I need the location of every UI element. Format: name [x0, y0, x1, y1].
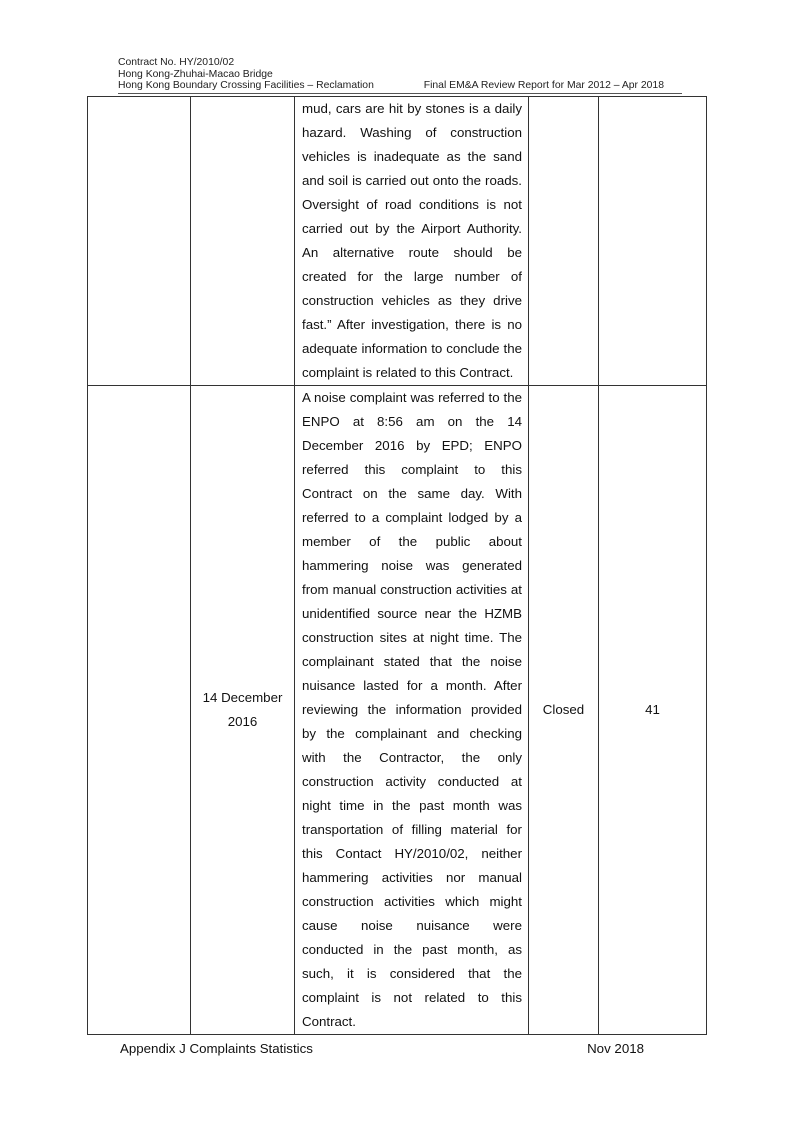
header-project: Hong Kong-Zhuhai-Macao Bridge: [118, 68, 273, 80]
cell-status: [529, 97, 599, 386]
page-footer: [120, 1041, 644, 1056]
page-header: [118, 57, 682, 94]
header-facility: Hong Kong Boundary Crossing Facilities – Reclamation: [118, 80, 374, 92]
footer-appendix: Appendix J Complaints Statistics: [120, 1041, 313, 1056]
header-contract-no: Contract No. HY/2010/02: [118, 57, 235, 68]
table-row: [88, 97, 707, 386]
cell-no: [88, 97, 191, 386]
header-line: [118, 80, 682, 94]
description-text: mud, cars are hit by stones is a daily hazard. Washing of construction vehicles is inadequate as the sand and soil is carried out onto the roads. Oversight of road conditions is not carried out by the Airport Authority. An alternative route should be created for the large number of construction vehicles as they drive fast.” After investigation, there is no adequate information to conclude the complaint is related to this Contract.: [302, 101, 522, 380]
cell-date: 14 December 2016: [191, 386, 295, 1035]
complaints-table: [87, 96, 707, 1035]
description-text: A noise complaint was referred to the ENPO at 8:56 am on the 14 December 2016 by EPD; ENPO referred this complaint to this Contract on the same day. With referred to a complaint lodged by a member of the public about hammering noise was generated from manual construction activities at unidentified source near the HZMB construction sites at night time. The complainant stated that the noise nuisance lasted for a month. After reviewing the information provided by the complainant and checking with the Contractor, the only construction activity conducted at night time in the past month was transportation of filling material for this Contact HY/2010/02, neither hammering activities nor manual construction activities which might cause noise nuisance were conducted in the past month, as such, it is considered that the complaint is not related to this Contract.: [302, 390, 522, 1029]
table-row: [88, 386, 707, 1035]
cell-date: [191, 97, 295, 386]
cell-ref: [599, 97, 707, 386]
cell-description: [295, 97, 529, 386]
cell-status: Closed: [529, 386, 599, 1035]
footer-date: Nov 2018: [587, 1041, 644, 1056]
cell-no: [88, 386, 191, 1035]
header-report-title: Final EM&A Review Report for Mar 2012 – Apr 2018: [423, 80, 664, 92]
cell-description: [295, 386, 529, 1035]
cell-ref: 41: [599, 386, 707, 1035]
